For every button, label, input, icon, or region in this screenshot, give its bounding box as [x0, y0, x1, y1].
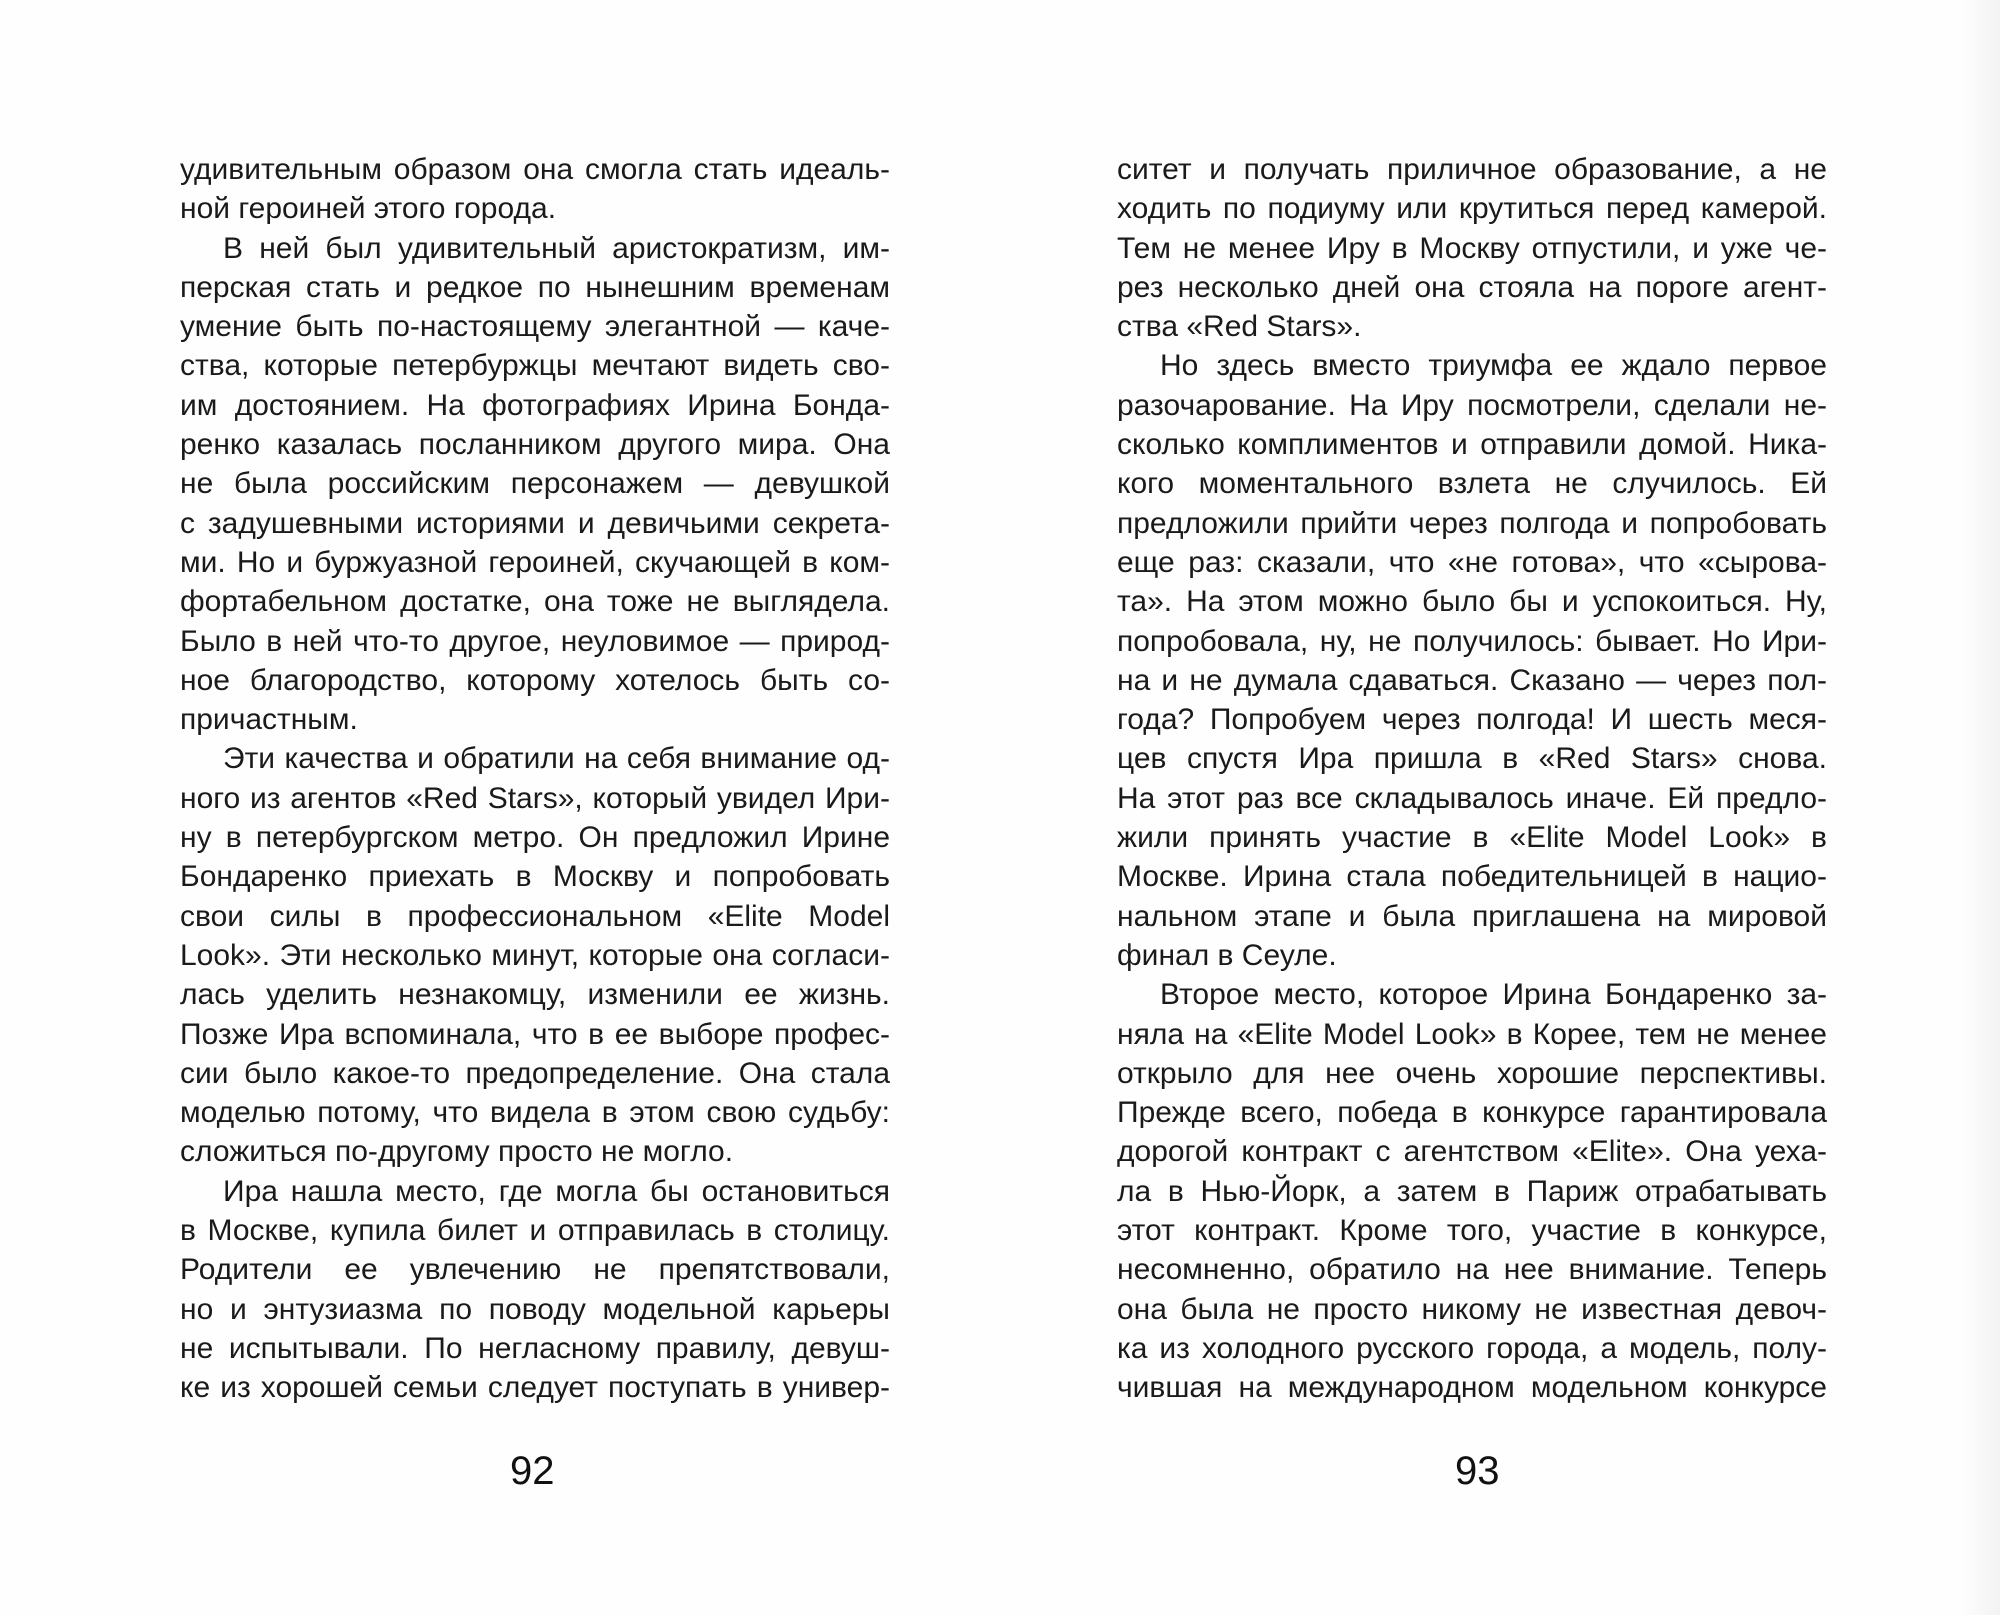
text-line: няла на «Elite Model Look» в Корее, тем не менее — [1117, 1017, 1827, 1051]
text-line: сколько комплиментов и отправили домой. Ника- — [1117, 428, 1827, 462]
page-number-right: 93 — [1455, 1449, 1500, 1493]
text-line: жили принять участие в «Elite Model Look» в — [1117, 821, 1827, 855]
text-line: рез несколько дней она стояла на пороге агент- — [1117, 270, 1827, 304]
text-line: открыло для нее очень хорошие перспективы. — [1117, 1056, 1827, 1090]
text-line: но и энтузиазма по поводу модельной карьеры — [180, 1292, 890, 1326]
page-number-left: 92 — [510, 1449, 555, 1493]
text-line: та». На этом можно было бы и успокоиться. Ну, — [1117, 585, 1827, 619]
text-line: удивительным образом она смогла стать идеаль- — [180, 153, 890, 186]
text-line: ситет и получать приличное образование, а не — [1117, 153, 1827, 186]
text-line: на и не думала сдаваться. Сказано — через пол- — [1117, 663, 1827, 697]
text-line: Но здесь вместо триумфа ее ждало первое — [1160, 349, 1827, 383]
text-line: ну в петербургском метро. Он предложил Ирине — [180, 821, 890, 855]
text-line: кого моментального взлета не случилось. Ей — [1117, 467, 1827, 501]
text-line: Ира нашла место, где могла бы остановиться — [223, 1174, 890, 1208]
text-line: ства «Red Stars». — [1117, 310, 1362, 344]
text-line: Позже Ира вспоминала, что в ее выборе профес- — [180, 1017, 890, 1051]
text-line: ное благородство, которому хотелось быть со- — [180, 663, 890, 697]
text-line: ренко казалась посланником другого мира. Она — [180, 428, 890, 462]
text-line: Тем не менее Иру в Москву отпустили, и уже че- — [1117, 231, 1827, 265]
text-line: не испытывали. По негласному правилу, девуш- — [180, 1331, 890, 1365]
left-page-text — [180, 150, 890, 1408]
text-line: перская стать и редкое по нынешним временам — [180, 270, 890, 304]
text-line: ке из хорошей семьи следует поступать в универ- — [180, 1371, 890, 1405]
text-line: моделью потому, что видела в этом свою судьбу: — [180, 1096, 890, 1130]
text-line: еще раз: сказали, что «не готова», что «сырова- — [1117, 545, 1827, 579]
text-line: несомненно, обратило на нее внимание. Теперь — [1117, 1253, 1827, 1287]
text-line: Look». Эти несколько минут, которые она согласи- — [180, 938, 890, 972]
text-line: разочарование. На Иру посмотрели, сделали не- — [1117, 388, 1827, 422]
text-line: Прежде всего, победа в конкурсе гарантировала — [1117, 1096, 1827, 1130]
text-line: Эти качества и обратили на себя внимание од- — [223, 742, 890, 776]
text-line: Родители ее увлечению не препятствовали, — [180, 1253, 890, 1287]
text-line: Москве. Ирина стала победительницей в нацио- — [1117, 860, 1827, 894]
text-line: нальном этапе и была приглашена на мировой — [1117, 899, 1827, 933]
text-line: ходить по подиуму или крутиться перед камерой. — [1117, 192, 1827, 226]
text-line: финал в Сеуле. — [1117, 938, 1337, 972]
text-line: фортабельном достатке, она тоже не выглядела. — [180, 585, 890, 619]
text-line: сложиться по-другому просто не могло. — [180, 1135, 734, 1169]
text-line: ной героиней этого города. — [180, 192, 557, 226]
text-line: сии было какое-то предопределение. Она стала — [180, 1056, 890, 1090]
text-line: Второе место, которое Ирина Бондаренко за- — [1160, 978, 1827, 1012]
text-line: ка из холодного русского города, а модель, полу- — [1117, 1331, 1827, 1365]
text-line: года? Попробуем через полгода! И шесть меся- — [1117, 703, 1827, 737]
text-line: чившая на международном модельном конкурсе — [1117, 1371, 1827, 1405]
text-line: ла в Нью-Йорк, а затем в Париж отрабатывать — [1117, 1174, 1827, 1208]
text-line: не была российским персонажем — девушкой — [180, 467, 890, 501]
text-line: ного из агентов «Red Stars», который увидел Ири- — [180, 781, 890, 815]
text-line: дорогой контракт с агентством «Elite». Она уеха- — [1117, 1135, 1827, 1169]
text-line: В ней был удивительный аристократизм, им- — [223, 231, 890, 265]
text-line: свои силы в профессиональном «Elite Model — [180, 899, 890, 933]
right-page-text — [1117, 150, 1827, 1408]
text-line: цев спустя Ира пришла в «Red Stars» снова. — [1117, 742, 1827, 776]
text-line: в Москве, купила билет и отправилась в столицу. — [180, 1214, 890, 1248]
text-line: предложили прийти через полгода и попробовать — [1117, 506, 1827, 540]
text-line: Бондаренко приехать в Москву и попробовать — [180, 860, 890, 894]
text-line: им достоянием. На фотографиях Ирина Бонда- — [180, 388, 890, 422]
text-line: лась уделить незнакомцу, изменили ее жизнь. — [180, 978, 890, 1012]
text-line: Было в ней что-то другое, неуловимое — природ- — [180, 624, 890, 658]
text-line: ми. Но и буржуазной героиней, скучающей в ком- — [180, 545, 890, 579]
text-line: умение быть по-настоящему элегантной — каче- — [180, 310, 890, 344]
text-line: этот контракт. Кроме того, участие в конкурсе, — [1117, 1214, 1827, 1248]
text-line: На этот раз все складывалось иначе. Ей предло- — [1117, 781, 1827, 815]
text-line: причастным. — [180, 703, 358, 737]
text-line: с задушевными историями и девичьими секрета- — [180, 506, 890, 540]
text-line: попробовала, ну, не получилось: бывает. Но Ири- — [1117, 624, 1827, 658]
text-line: ства, которые петербуржцы мечтают видеть сво- — [180, 349, 890, 383]
text-line: она была не просто никому не известная девоч- — [1117, 1292, 1827, 1326]
page-edge-shadow — [1960, 0, 2000, 1615]
